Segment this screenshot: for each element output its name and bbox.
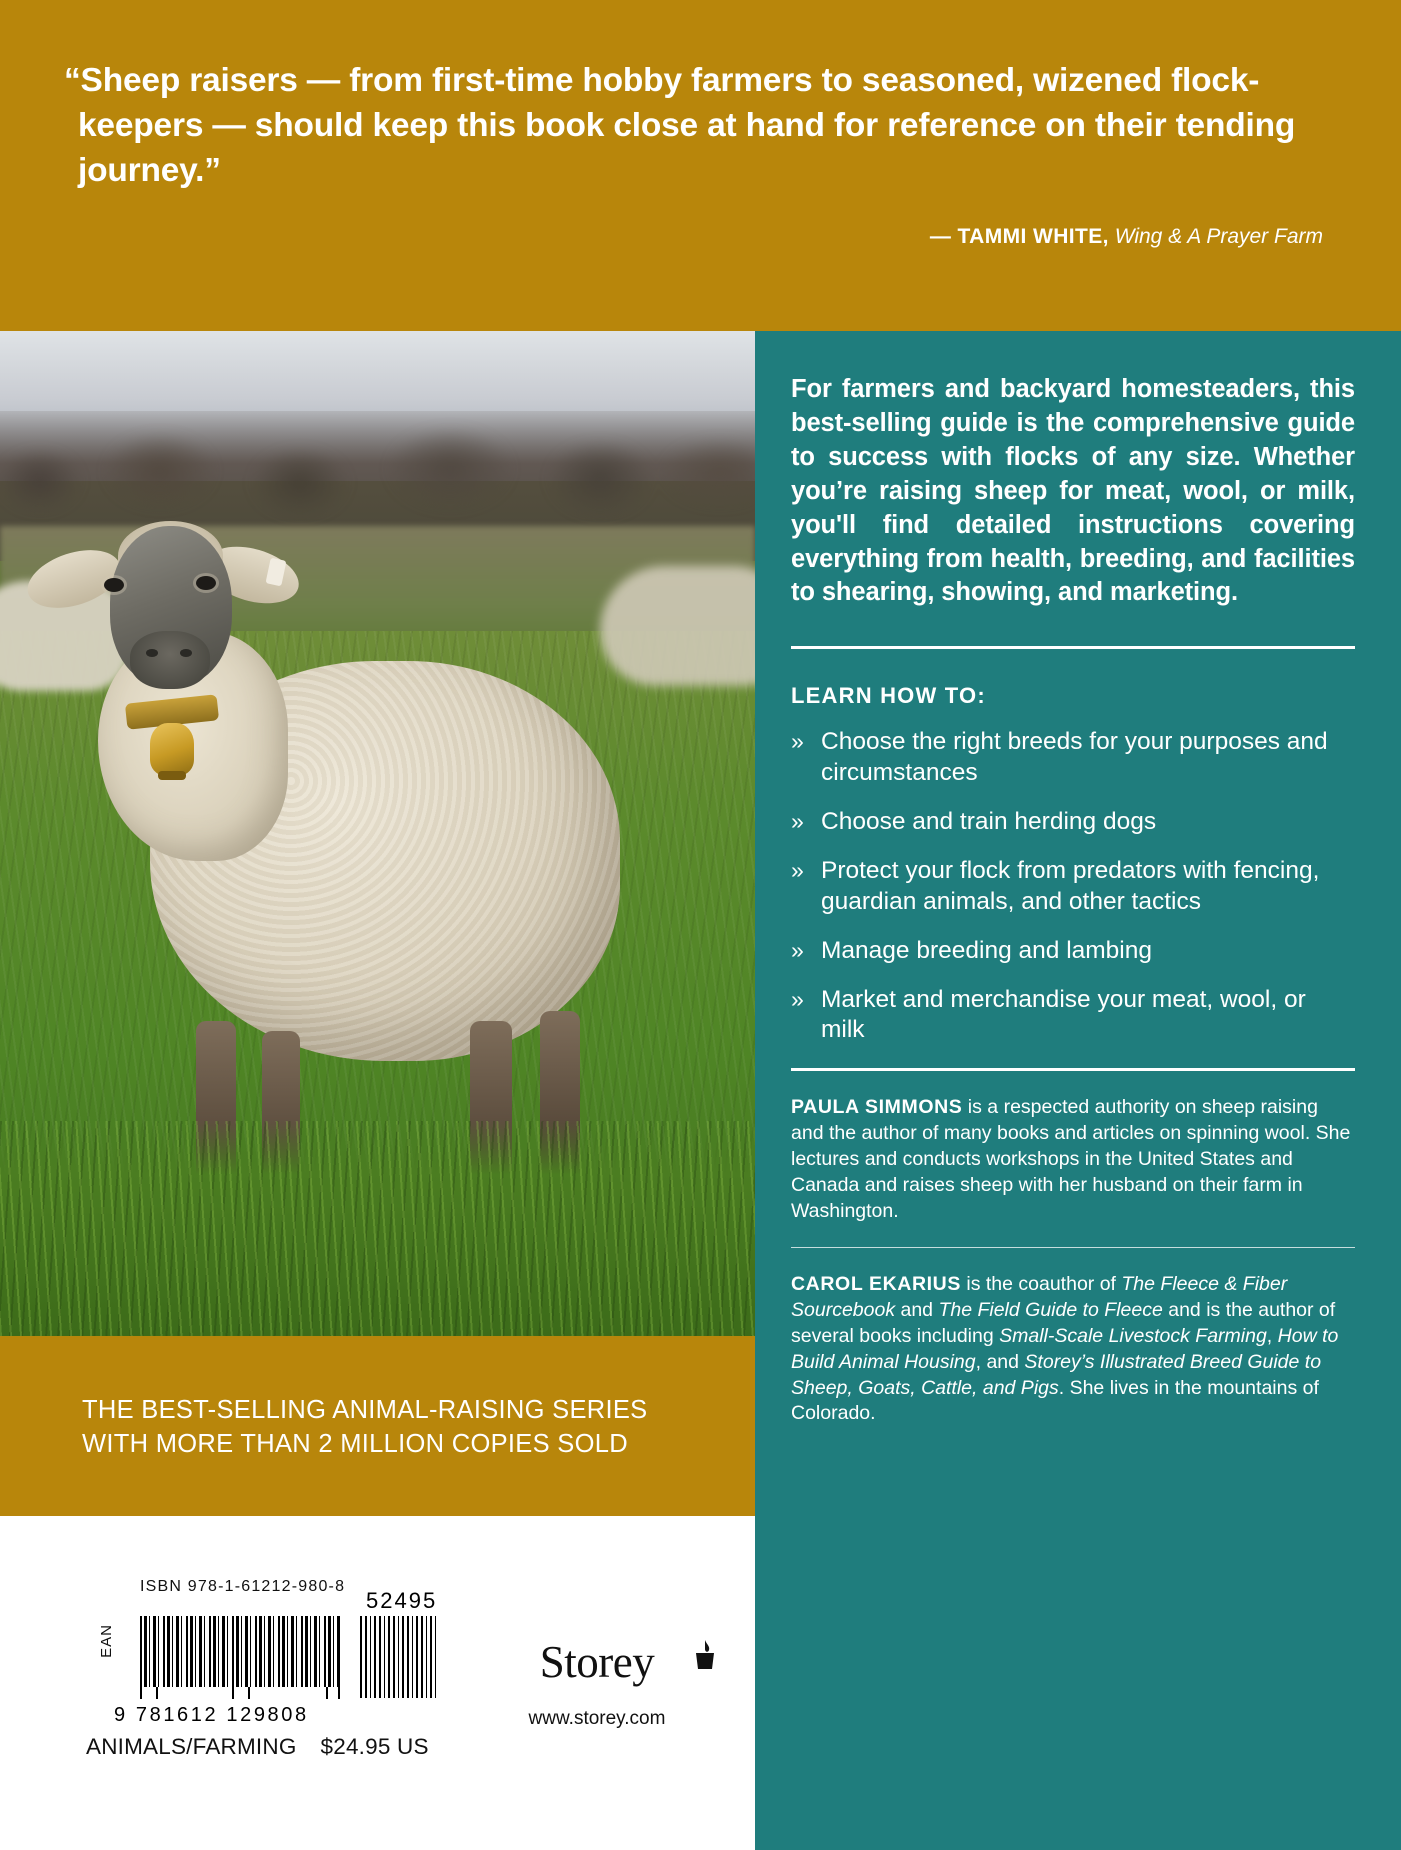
list-item [791, 727, 1355, 789]
bio-seg-2: and [895, 1298, 939, 1321]
bio-seg-8: , and [975, 1350, 1025, 1373]
quote-attribution-farm: Wing & A Prayer Farm [1108, 225, 1323, 248]
bio-seg-4: and is the author of several books including [791, 1298, 1336, 1347]
sheep-eye-left [104, 578, 124, 592]
bullet-icon: » [791, 728, 804, 755]
bullet-icon: » [791, 985, 804, 1012]
bio-seg-9: Storey’s Illustrated Breed Guide to Sheep, Goats, Cattle, and Pigs [791, 1350, 1322, 1399]
quote-attribution-name: — TAMMI WHITE, [929, 225, 1109, 248]
barcode-digits: 9 781612 129808 [114, 1704, 309, 1726]
divider-author [791, 1247, 1355, 1248]
photo-foreground-grass [0, 1121, 755, 1336]
learn-how-to-title: LEARN HOW TO: [791, 683, 986, 709]
sheep-nostril-left [146, 649, 158, 657]
series-line-1: THE BEST-SELLING ANIMAL-RAISING SERIES [82, 1396, 648, 1424]
footer-bar [0, 1516, 755, 1850]
background-sheep-right [600, 566, 755, 686]
series-line-2: WITH MORE THAN 2 MILLION COPIES SOLD [82, 1429, 628, 1458]
list-item-label: Manage breeding and lambing [821, 936, 1152, 964]
cover-photo [0, 331, 755, 1336]
sheep-muzzle [130, 631, 210, 689]
sheep-eye-right [196, 576, 216, 590]
bio-seg-7: How to Build Animal Housing [791, 1324, 1339, 1373]
barcode-addon [360, 1616, 436, 1698]
bio-seg-1: The Fleece & Fiber Sourcebook [791, 1272, 1288, 1321]
bio-seg-10: . She lives in the mountains of Colorado. [791, 1376, 1319, 1425]
divider-bottom [791, 1068, 1355, 1071]
bio-seg-5: Small-Scale Livestock Farming [999, 1324, 1267, 1347]
quote-attribution [930, 225, 1323, 249]
category-label: ANIMALS/FARMING [86, 1734, 297, 1759]
bullet-icon: » [791, 936, 804, 963]
bio-seg-6: , [1266, 1324, 1278, 1347]
learn-how-to-list [791, 727, 1355, 1046]
isbn-text: ISBN 978-1-61212-980-8 [140, 1578, 346, 1595]
publisher-name: Storey [539, 1637, 655, 1687]
divider-top [791, 646, 1355, 649]
review-quote: “Sheep raisers — from first-time hobby farmers to seasoned, wizened flock-keepers — should keep this book close at hand for reference on their tending journey.” [64, 62, 1296, 190]
author-bio-carol [791, 1272, 1355, 1428]
list-item [791, 856, 1355, 918]
ean-label: EAN [98, 1624, 115, 1658]
author-name-paula: PAULA SIMMONS [791, 1096, 963, 1119]
list-item [791, 807, 1355, 838]
sheep-bell [150, 723, 194, 775]
list-item-label: Market and merchandise your meat, wool, or milk [821, 985, 1306, 1044]
sheep-nostril-right [180, 649, 192, 657]
book-description: For farmers and backyard homesteaders, this best-selling guide is the comprehensive guide to success with flocks of any size. Whether you’re raising sheep for meat, wool, or milk, you'll find detailed instructions covering everything from health, breeding, and facilities to shearing, showing, and marketing. [791, 375, 1355, 607]
list-item-label: Choose the right breeds for your purposes and circumstances [821, 728, 1328, 787]
right-column [755, 331, 1401, 1850]
list-item [791, 985, 1355, 1047]
author-bio-text-paula: is a respected authority on sheep raising and the author of many books and articles on spinning wool. She lectures and conducts workshops in the United States and Canada and raises sheep with her husband on their farm in Washington. [791, 1096, 1351, 1222]
bio-seg-0: is the coauthor of [960, 1272, 1122, 1295]
list-item-label: Protect your flock from predators with fencing, guardian animals, and other tactics [821, 856, 1320, 915]
price-label: $24.95 US [320, 1734, 429, 1759]
publisher-url[interactable]: www.storey.com [528, 1708, 666, 1729]
left-column [0, 331, 755, 1850]
list-item [791, 936, 1355, 967]
barcode-ean13 [140, 1616, 340, 1698]
bullet-icon: » [791, 856, 804, 883]
list-item-label: Choose and train herding dogs [821, 808, 1157, 836]
bullet-icon: » [791, 808, 804, 835]
series-band [0, 1336, 755, 1516]
author-name-carol: CAROL EKARIUS [791, 1272, 961, 1295]
storey-leaf-pot-icon [692, 1638, 718, 1672]
author-bio-paula [791, 1095, 1355, 1225]
quote-band [0, 0, 1401, 331]
publisher-logo [482, 1636, 712, 1730]
barcode-addon-digits: 52495 [366, 1588, 438, 1613]
category-and-price [86, 1734, 429, 1760]
bio-seg-3: The Field Guide to Fleece [938, 1298, 1163, 1321]
